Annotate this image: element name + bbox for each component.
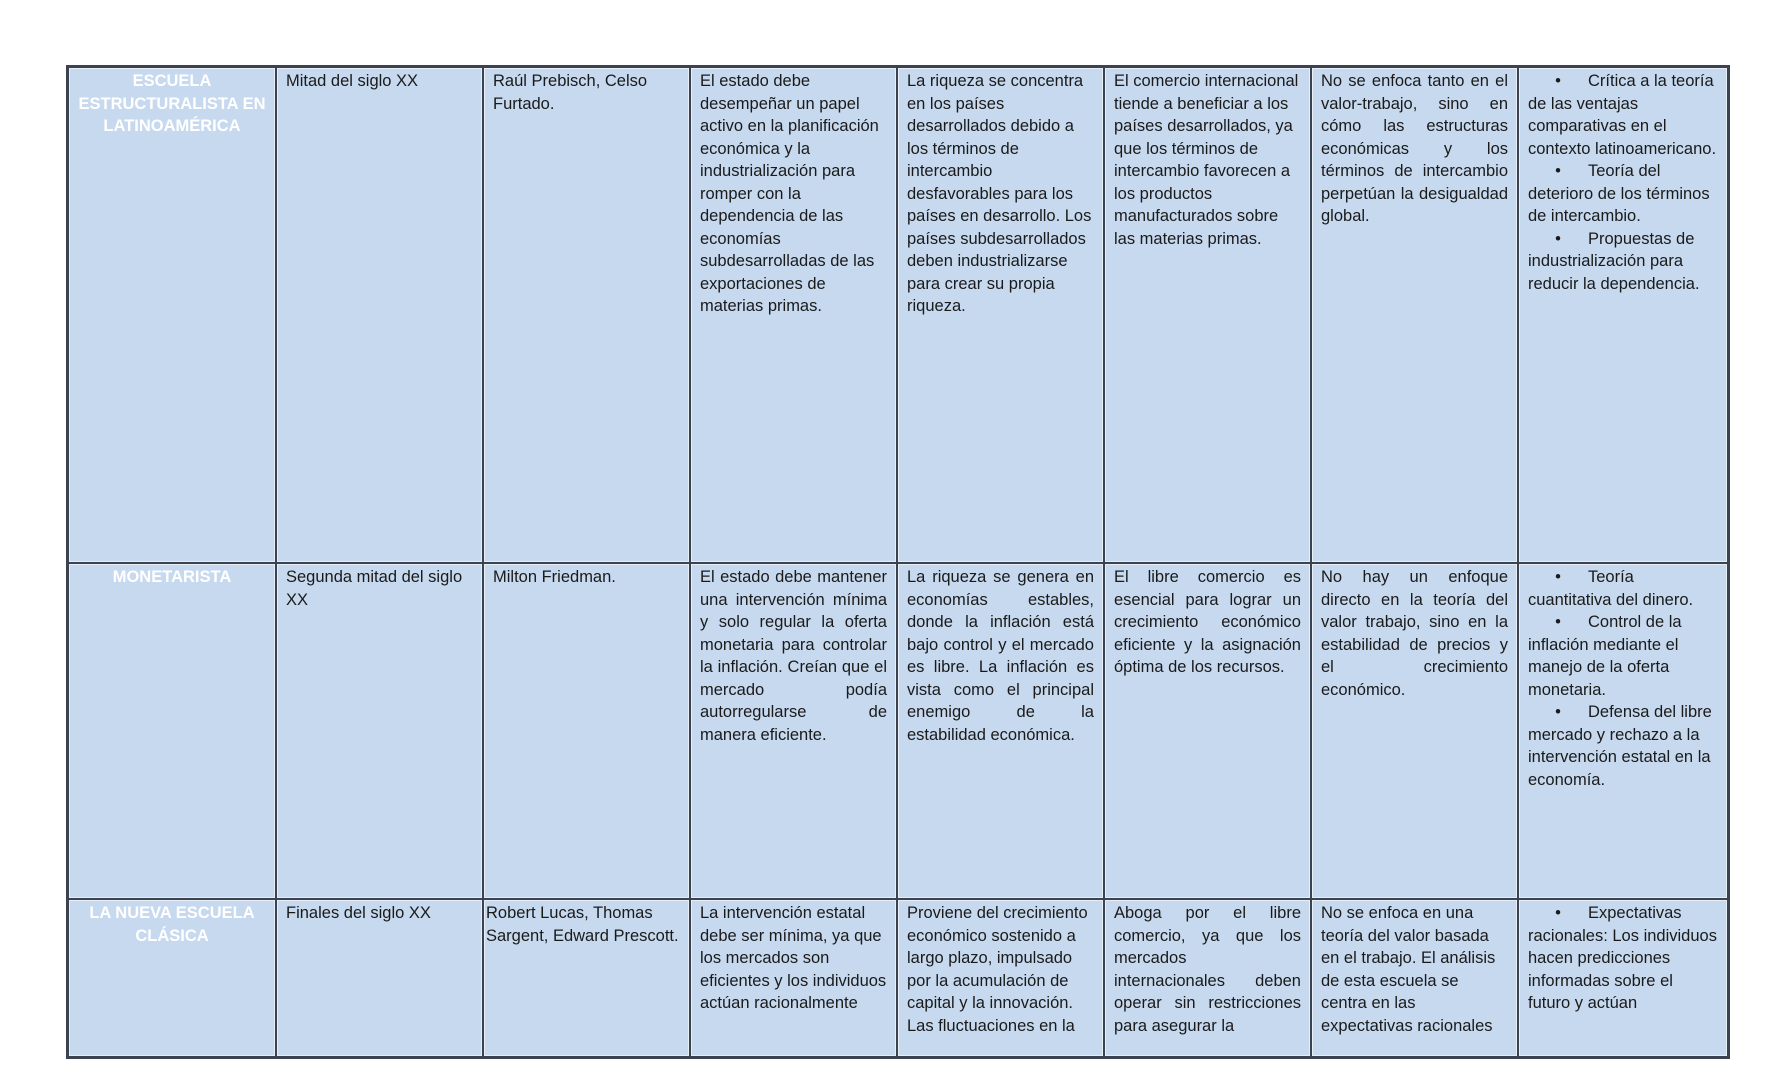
state-role-cell: El estado debe mantener una intervención mínima y solo regular la oferta monetaria para controlar la inflación. Creían que el mercado podía autorregularse de manera eficiente. bbox=[690, 563, 897, 899]
authors-cell: Robert Lucas, Thomas Sargent, Edward Prescott. bbox=[483, 899, 690, 1057]
contributions-cell bbox=[1518, 67, 1728, 563]
list-item: • Expectativas racionales: Los individuos hacen predicciones informadas sobre el futuro y actúan bbox=[1528, 904, 1717, 1012]
bullet-icon: • bbox=[1555, 613, 1561, 631]
list-item: • Teoría cuantitativa del dinero. bbox=[1528, 568, 1694, 609]
list-item: • Defensa del libre mercado y rechazo a la intervención estatal en la economía. bbox=[1528, 703, 1712, 789]
bullet-icon: • bbox=[1555, 162, 1561, 180]
table-row bbox=[68, 67, 1728, 563]
list-item: • Teoría del deterioro de los términos de intercambio. bbox=[1528, 162, 1710, 225]
authors-cell: Raúl Prebisch, Celso Furtado. bbox=[483, 67, 690, 563]
contributions-cell bbox=[1518, 563, 1728, 899]
wealth-cell: La riqueza se concentra en los países desarrollados debido a los términos de intercambio desfavorables para los países en desarrollo. Los países subdesarrollados deben industrializarse para crear su propia riqueza. bbox=[897, 67, 1104, 563]
value-theory-cell: No hay un enfoque directo en la teoría del valor trabajo, sino en la estabilidad de precios y el crecimiento económico. bbox=[1311, 563, 1518, 899]
list-item: • Crítica a la teoría de las ventajas comparativas en el contexto latinoamericano. bbox=[1528, 72, 1717, 158]
school-name-cell: MONETARISTA bbox=[68, 563, 276, 899]
bullet-icon: • bbox=[1555, 229, 1561, 248]
list-item: • Control de la inflación mediante el manejo de la oferta monetaria. bbox=[1528, 613, 1682, 699]
school-name-cell: ESCUELA ESTRUCTURALISTA EN LATINOAMÉRICA bbox=[68, 67, 276, 563]
bullet-icon: • bbox=[1555, 72, 1561, 90]
economic-schools-table bbox=[66, 65, 1730, 1059]
value-theory-cell: No se enfoca tanto en el valor-trabajo, sino en cómo las estructuras económicas y los términos de intercambio perpetúan la desigualdad global. bbox=[1311, 67, 1518, 563]
bullet-icon: • bbox=[1555, 703, 1561, 721]
trade-cell: Aboga por el libre comercio, ya que los mercados internacionales deben operar sin restricciones para asegurar la bbox=[1104, 899, 1311, 1057]
authors-cell: Milton Friedman. bbox=[483, 563, 690, 899]
trade-cell: El comercio internacional tiende a beneficiar a los países desarrollados, ya que los términos de intercambio favorecen a los productos manufacturados sobre las materias primas. bbox=[1104, 67, 1311, 563]
trade-cell: El libre comercio es esencial para lograr un crecimiento económico eficiente y la asignación óptima de los recursos. bbox=[1104, 563, 1311, 899]
value-theory-cell: No se enfoca en una teoría del valor basada en el trabajo. El análisis de esta escuela se centra en las expectativas racionales bbox=[1311, 899, 1518, 1057]
period-cell: Segunda mitad del siglo XX bbox=[276, 563, 483, 899]
list-item: • Propuestas de industrialización para reducir la dependencia. bbox=[1528, 229, 1700, 293]
school-name-cell: LA NUEVA ESCUELA CLÁSICA bbox=[68, 899, 276, 1057]
bullet-icon: • bbox=[1555, 904, 1561, 922]
bullet-icon: • bbox=[1555, 568, 1561, 586]
wealth-cell: La riqueza se genera en economías estables, donde la inflación está bajo control y el mercado es libre. La inflación es vista como el principal enemigo de la estabilidad económica. bbox=[897, 563, 1104, 899]
wealth-cell: Proviene del crecimiento económico sostenido a largo plazo, impulsado por la acumulación de capital y la innovación. Las fluctuaciones en la bbox=[897, 899, 1104, 1057]
contributions-cell bbox=[1518, 899, 1728, 1057]
period-cell: Mitad del siglo XX bbox=[276, 67, 483, 563]
state-role-cell: La intervención estatal debe ser mínima, ya que los mercados son eficientes y los individuos actúan racionalmente bbox=[690, 899, 897, 1057]
table-row bbox=[68, 563, 1728, 899]
table-row bbox=[68, 899, 1728, 1057]
state-role-cell: El estado debe desempeñar un papel activo en la planificación económica y la industrialización para romper con la dependencia de las economías subdesarrolladas de las exportaciones de materias primas. bbox=[690, 67, 897, 563]
period-cell: Finales del siglo XX bbox=[276, 899, 483, 1057]
